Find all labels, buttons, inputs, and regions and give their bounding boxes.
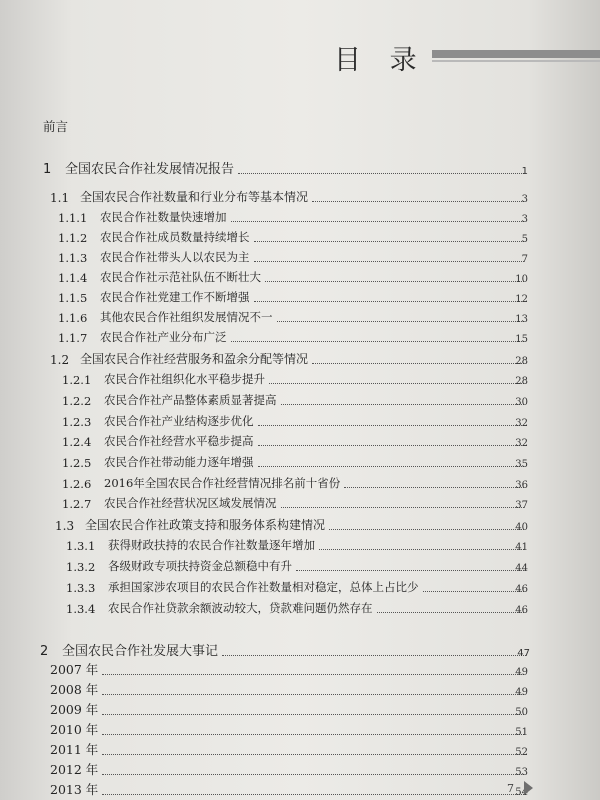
toc-year-page: 51 bbox=[515, 727, 528, 738]
toc-entry-page: 44 bbox=[515, 563, 528, 574]
toc-year-text: 2011 年 bbox=[50, 742, 99, 757]
toc-entry-page: 5 bbox=[521, 234, 528, 245]
toc-entry-number: 1.2.1 bbox=[62, 373, 92, 387]
toc-entry-number: 1.1.5 bbox=[58, 291, 88, 305]
toc-entry[interactable] bbox=[66, 600, 528, 616]
toc-leader-dots bbox=[281, 404, 525, 405]
toc-entry[interactable] bbox=[62, 433, 528, 449]
toc-entry-page: 32 bbox=[515, 438, 528, 449]
toc-entry[interactable] bbox=[66, 537, 528, 553]
toc-entry-number: 1.3 bbox=[55, 519, 75, 533]
toc-leader-dots bbox=[102, 794, 524, 795]
toc-entry[interactable] bbox=[50, 188, 528, 205]
toc-year-text: 2009 年 bbox=[50, 702, 99, 717]
toc-entry-number: 1.3.1 bbox=[66, 539, 96, 553]
toc-leader-dots bbox=[254, 261, 525, 262]
toc-entry-number: 2 bbox=[40, 644, 49, 659]
toc-year-entry[interactable] bbox=[50, 760, 528, 778]
toc-entry-text: 农民合作社贷款余额波动较大，贷款难问题仍然存在 bbox=[108, 601, 373, 615]
toc-year-page: 50 bbox=[515, 707, 528, 718]
toc-entry[interactable] bbox=[55, 516, 528, 533]
toc-leader-dots bbox=[231, 221, 525, 222]
toc-leader-dots bbox=[423, 591, 525, 592]
toc-entry-page: 35 bbox=[515, 459, 528, 470]
toc-entry[interactable] bbox=[62, 371, 528, 387]
page-title: 目 录 bbox=[334, 45, 427, 76]
toc-entry[interactable] bbox=[58, 229, 528, 245]
toc-year-entry[interactable] bbox=[50, 700, 528, 718]
toc-entry[interactable] bbox=[50, 350, 528, 367]
toc-entry[interactable] bbox=[58, 289, 528, 305]
toc-leader-dots bbox=[281, 507, 525, 508]
toc-entry[interactable] bbox=[66, 558, 528, 574]
toc-entry-page: 32 bbox=[515, 418, 528, 429]
toc-entry[interactable] bbox=[62, 454, 528, 470]
toc-entry-number: 1.1 bbox=[50, 191, 70, 205]
toc-entry-number: 1.2.3 bbox=[62, 415, 92, 429]
toc-entry[interactable] bbox=[40, 640, 530, 659]
toc-leader-dots bbox=[296, 570, 524, 571]
toc-entry-page: 41 bbox=[515, 542, 528, 553]
toc-entry-page: 3 bbox=[521, 194, 528, 205]
toc-preface-text: 前言 bbox=[43, 119, 69, 134]
page-number: 7 bbox=[507, 782, 514, 795]
toc-entry[interactable] bbox=[58, 269, 528, 285]
toc-entry-number: 1.2.6 bbox=[62, 477, 92, 491]
toc-entry-number: 1.3.3 bbox=[66, 581, 96, 595]
toc-entry-page: 36 bbox=[515, 480, 528, 491]
toc-entry[interactable] bbox=[58, 329, 528, 345]
toc-entry-page: 12 bbox=[515, 294, 528, 305]
toc-entry-page: 40 bbox=[515, 522, 528, 533]
toc-entry-number: 1.2.4 bbox=[62, 435, 92, 449]
toc-entry-number: 1.1.2 bbox=[58, 231, 88, 245]
toc-entry[interactable] bbox=[58, 309, 528, 325]
toc-leader-dots bbox=[377, 612, 525, 613]
toc-preface[interactable] bbox=[43, 117, 523, 135]
toc-leader-dots bbox=[102, 714, 524, 715]
toc-entry-text: 农民合作社经营状况区域发展情况 bbox=[104, 496, 277, 510]
toc-year-text: 2010 年 bbox=[50, 722, 99, 737]
toc-year-page: 54 bbox=[515, 787, 528, 798]
toc-leader-dots bbox=[254, 241, 525, 242]
toc-year-page: 52 bbox=[515, 747, 528, 758]
toc-entry-text: 全国农民合作社数量和行业分布等基本情况 bbox=[80, 190, 309, 204]
toc-entry-number: 1.1.6 bbox=[58, 311, 88, 325]
toc-entry-page: 28 bbox=[515, 376, 528, 387]
toc-entry-text: 全国农民合作社发展情况报告 bbox=[65, 162, 235, 177]
toc-leader-dots bbox=[277, 321, 525, 322]
toc-entry-text: 其他农民合作社组织发展情况不一 bbox=[100, 310, 273, 324]
toc-entry-text: 农民合作社产业分布广泛 bbox=[100, 330, 227, 344]
toc-leader-dots bbox=[102, 754, 524, 755]
title-decoration-line bbox=[432, 60, 600, 62]
toc-entry-text: 农民合作社经营水平稳步提高 bbox=[104, 434, 254, 448]
toc-entry-text: 各级财政专项扶持资金总额稳中有升 bbox=[108, 559, 292, 573]
toc-leader-dots bbox=[254, 301, 525, 302]
toc-entry-page: 47 bbox=[517, 648, 530, 659]
toc-entry-number: 1.3.4 bbox=[66, 602, 96, 616]
toc-entry-number: 1.2.2 bbox=[62, 394, 92, 408]
toc-leader-dots bbox=[231, 341, 525, 342]
toc-leader-dots bbox=[312, 201, 524, 202]
next-page-arrow-icon bbox=[524, 781, 533, 795]
toc-leader-dots bbox=[102, 694, 524, 695]
toc-leader-dots bbox=[329, 529, 524, 530]
toc-leader-dots bbox=[258, 445, 525, 446]
toc-year-entry[interactable] bbox=[50, 660, 528, 678]
toc-entry-text: 承担国家涉农项目的农民合作社数量相对稳定，总体上占比少 bbox=[108, 580, 419, 594]
toc-entry-text: 获得财政扶持的农民合作社数量逐年增加 bbox=[108, 538, 315, 552]
toc-year-text: 2007 年 bbox=[50, 662, 99, 677]
toc-year-text: 2008 年 bbox=[50, 682, 99, 697]
toc-year-entry[interactable] bbox=[50, 680, 528, 698]
toc-leader-dots bbox=[238, 173, 524, 174]
toc-entry-number: 1.1.1 bbox=[58, 211, 88, 225]
toc-entry-number: 1.3.2 bbox=[66, 560, 96, 574]
toc-entry[interactable] bbox=[58, 249, 528, 265]
toc-leader-dots bbox=[265, 281, 524, 282]
toc-entry-page: 10 bbox=[515, 274, 528, 285]
toc-entry-number: 1 bbox=[43, 162, 52, 177]
toc-leader-dots bbox=[102, 774, 524, 775]
toc-entry-text: 全国农民合作社发展大事记 bbox=[62, 644, 219, 659]
toc-year-entry[interactable] bbox=[50, 740, 528, 758]
toc-entry-page: 1 bbox=[521, 166, 528, 177]
toc-entry-text: 农民合作社成员数量持续增长 bbox=[100, 230, 250, 244]
toc-entry-text: 农民合作社产业结构逐步优化 bbox=[104, 414, 254, 428]
toc-entry-text: 2016年全国农民合作社经营情况排名前十省份 bbox=[104, 476, 341, 490]
toc-entry-page: 30 bbox=[515, 397, 528, 408]
toc-entry-text: 农民合作社带头人以农民为主 bbox=[100, 250, 250, 264]
toc-entry[interactable] bbox=[62, 392, 528, 408]
toc-entry-number: 1.2.7 bbox=[62, 497, 92, 511]
toc-entry[interactable] bbox=[62, 475, 528, 491]
toc-entry[interactable] bbox=[62, 495, 528, 511]
toc-leader-dots bbox=[222, 655, 526, 656]
toc-entry-text: 农民合作社带动能力逐年增强 bbox=[104, 455, 254, 469]
toc-entry-number: 1.2.5 bbox=[62, 456, 92, 470]
toc-leader-dots bbox=[102, 674, 524, 675]
toc-entry-number: 1.2 bbox=[50, 353, 70, 367]
toc-year-page: 49 bbox=[515, 667, 528, 678]
toc-entry-text: 全国农民合作社经营服务和盈余分配等情况 bbox=[80, 352, 309, 366]
toc-entry-page: 46 bbox=[515, 605, 528, 616]
toc-entry-page: 46 bbox=[515, 584, 528, 595]
toc-entry[interactable] bbox=[58, 209, 528, 225]
toc-leader-dots bbox=[269, 383, 524, 384]
toc-entry[interactable] bbox=[66, 579, 528, 595]
toc-entry-number: 1.1.4 bbox=[58, 271, 88, 285]
toc-leader-dots bbox=[258, 425, 525, 426]
toc-entry-number: 1.1.3 bbox=[58, 251, 88, 265]
toc-leader-dots bbox=[319, 549, 524, 550]
toc-entry-page: 28 bbox=[515, 356, 528, 367]
toc-entry-page: 7 bbox=[521, 254, 528, 265]
toc-leader-dots bbox=[344, 487, 524, 488]
toc-entry[interactable] bbox=[43, 158, 528, 177]
toc-entry-text: 农民合作社组织化水平稳步提升 bbox=[104, 372, 265, 386]
toc-entry[interactable] bbox=[62, 413, 528, 429]
title-decoration-bar bbox=[432, 50, 600, 58]
toc-year-entry[interactable] bbox=[50, 720, 528, 738]
toc-entry-page: 3 bbox=[521, 214, 528, 225]
toc-year-entry[interactable] bbox=[50, 780, 528, 798]
toc-leader-dots bbox=[102, 734, 524, 735]
toc-entry-page: 15 bbox=[515, 334, 528, 345]
toc-entry-text: 农民合作社产品整体素质显著提高 bbox=[104, 393, 277, 407]
toc-year-page: 53 bbox=[515, 767, 528, 778]
toc-entry-text: 农民合作社数量快速增加 bbox=[100, 210, 227, 224]
toc-entry-page: 13 bbox=[515, 314, 528, 325]
toc-entry-page: 37 bbox=[515, 500, 528, 511]
toc-year-text: 2013 年 bbox=[50, 782, 99, 797]
toc-entry-text: 全国农民合作社政策支持和服务体系构建情况 bbox=[85, 518, 326, 532]
toc-year-page: 49 bbox=[515, 687, 528, 698]
toc-leader-dots bbox=[258, 466, 525, 467]
toc-year-text: 2012 年 bbox=[50, 762, 99, 777]
toc-leader-dots bbox=[312, 363, 524, 364]
toc-entry-text: 农民合作社党建工作不断增强 bbox=[100, 290, 250, 304]
toc-entry-text: 农民合作社示范社队伍不断壮大 bbox=[100, 270, 261, 284]
toc-entry-number: 1.1.7 bbox=[58, 331, 88, 345]
